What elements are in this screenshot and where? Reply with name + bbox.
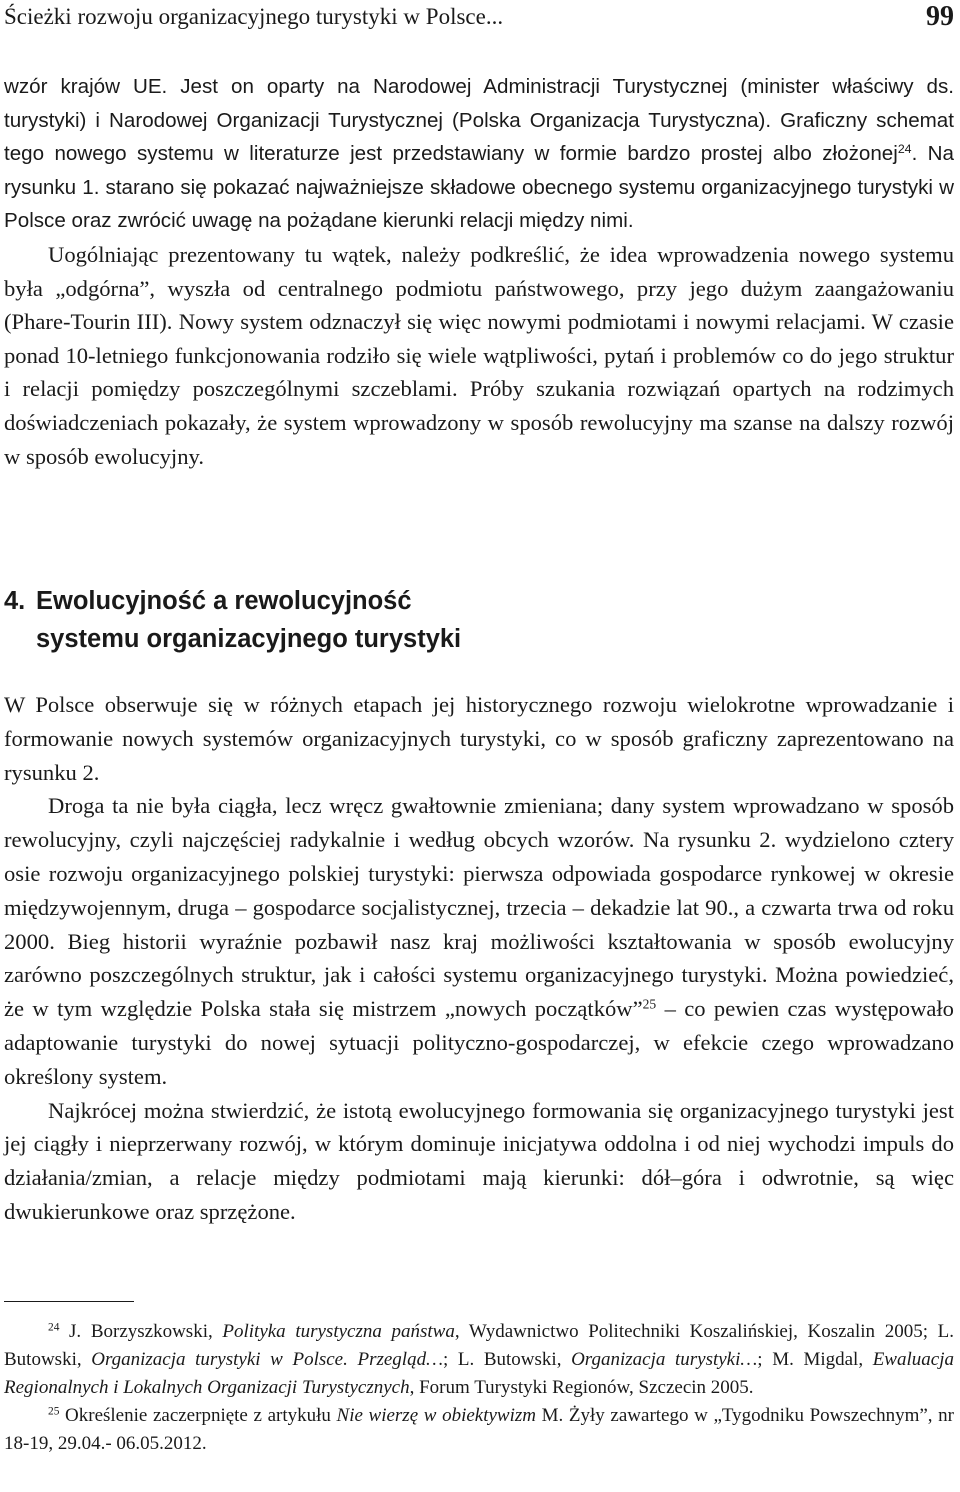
footnote-text: ; M. Migdal, bbox=[757, 1349, 873, 1370]
paragraph: Najkrócej można stwierdzić, że istotą ewolucyjnego formowania się organizacyjnego turystyki jest jej ciągły i nieprzerwany rozwój, w którym dominuje inicjatywa oddolna i od niej wychodzi impuls do działania/zmian, a relacje między podmiotami mają kierunki: dół–góra i odwrotnie, są więc dwukierunkowe oraz sprzężone. bbox=[4, 1097, 954, 1224]
paragraph-text: – co pewien czas występowało adaptowanie turystyki do nowej sytuacji polityczno-gospodarczej, w efekcie czego wprowadzano określony system. bbox=[4, 996, 954, 1089]
paragraph: Uogólniając prezentowany tu wątek, należy podkreślić, że idea wprowadzenia nowego systemu była „odgórna”, wyszła od centralnego podmiotu państwowego, przy jego dużym zaangażowaniu (Phare-Tourin III). Nowy system odznaczył się więc nowymi podmiotami i nowymi relacjami. W czasie ponad 10-letniego funkcjonowania rodziło się wiele wątpliwości, pytań i problemów co do jego struktur i relacji pomiędzy poszczególnymi szczeblami. Próby szukania rozwiązań opartych na rodzimych doświadczeniach pokazały, że system wprowadzony w sposób rewolucyjny ma szanse na dalszy rozwój w sposób ewolucyjny. bbox=[4, 241, 954, 469]
paragraph bbox=[4, 70, 954, 238]
footnote-text: J. Borzyszkowski, bbox=[59, 1321, 223, 1342]
section-title-line2: systemu organizacyjnego turystyki bbox=[36, 625, 462, 653]
footnote-25 bbox=[4, 1402, 954, 1458]
paragraph-text: . Na rysunku 1. starano się pokazać najważniejsze składowe obecnego systemu organizacyjnego turystyki w Polsce oraz zwrócić uwagę na pożądane kierunki relacji między nimi. bbox=[4, 142, 954, 233]
footnotes bbox=[4, 1318, 954, 1458]
footnote-number: 25 bbox=[48, 1405, 60, 1418]
footnote-text: , Wydawnictwo Politechniki Koszalińskiej, Koszalin 2005; L. Butowski, bbox=[4, 1321, 954, 1370]
footnote-number: 24 bbox=[48, 1321, 60, 1334]
footnote-text: Określenie zaczerpnięte z artykułu bbox=[59, 1405, 337, 1426]
page-number: 99 bbox=[926, 1, 954, 32]
paragraph-text: wzór krajów UE. Jest on oparty na Narodowej Administracji Turystycznej (minister właściwy ds. turystyki) i Narodowej Organizacji Turystycznej (Polska Organizacja Turystyczna). Graficzny schemat tego nowego systemu w literaturze jest przedstawiany w formie bardzo prostej albo złożonej bbox=[4, 75, 954, 166]
page-header bbox=[4, 1, 954, 34]
footnote-title: Organizacja turystyki w Polsce. Przegląd… bbox=[91, 1349, 443, 1370]
section-number: 4. bbox=[4, 587, 26, 615]
running-title: Ścieżki rozwoju organizacyjnego turystyki w Polsce... bbox=[4, 4, 504, 29]
footnote-divider bbox=[4, 1301, 134, 1302]
paragraph: W Polsce obserwuje się w różnych etapach jej historycznego rozwoju wielokrotne wprowadzanie i formowanie nowych systemów organizacyjnych turystyki, co w sposób graficzny zaprezentowano na rysunku 2. bbox=[4, 692, 954, 785]
body-text-bottom bbox=[4, 688, 954, 1229]
footnote-title: Ewaluacja Regionalnych i Lokalnych Organizacji Turystycznych bbox=[4, 1349, 954, 1398]
section-heading bbox=[4, 582, 954, 658]
footnote-ref-24[interactable]: 24 bbox=[897, 142, 912, 157]
section-title-line1: Ewolucyjność a rewolucyjność bbox=[36, 587, 412, 615]
footnote-title: Organizacja turystyki… bbox=[571, 1349, 758, 1370]
footnote-text: ; L. Butowski, bbox=[442, 1349, 572, 1370]
paragraph-text: Droga ta nie była ciągła, lecz wręcz gwałtownie zmieniana; dany system wprowadzano w sposób rewolucyjny, czyli najczęściej radykalnie i według obcych wzorów. Na rysunku 2. wydzielono cztery osie rozwoju organizacyjnego polskiej turystyki: pierwsza odpowiada gospodarce rynkowej w okresie międzywojennym, druga – gospodarce socjalistycznej, trzecia – dekadzie lat 90., a czwarta trwa od roku 2000. Bieg historii wyraźnie pozbawił nasz kraj możliwości kształtowania w sposób ewolucyjny zarówno poszczególnych struktur, jak i całości systemu organizacyjnego turystyki. Można powiedzieć, że w tym względzie Polska stała się mistrzem „nowych początków” bbox=[4, 793, 954, 1022]
footnote-title: Polityka turystyczna państwa bbox=[222, 1321, 455, 1342]
paragraph bbox=[4, 789, 954, 1093]
body-text-top bbox=[4, 70, 954, 473]
footnote-text: , Forum Turystyki Regionów, Szczecin 2005. bbox=[409, 1377, 754, 1398]
footnote-24 bbox=[4, 1318, 954, 1402]
footnote-title: Nie wierzę w obiektywizm bbox=[336, 1405, 536, 1426]
footnote-text: M. Żyły zawartego w „Tygodniku Powszechnym”, nr 18-19, 29.04.- 06.05.2012. bbox=[4, 1405, 954, 1454]
footnote-ref-25[interactable]: 25 bbox=[642, 996, 657, 1012]
